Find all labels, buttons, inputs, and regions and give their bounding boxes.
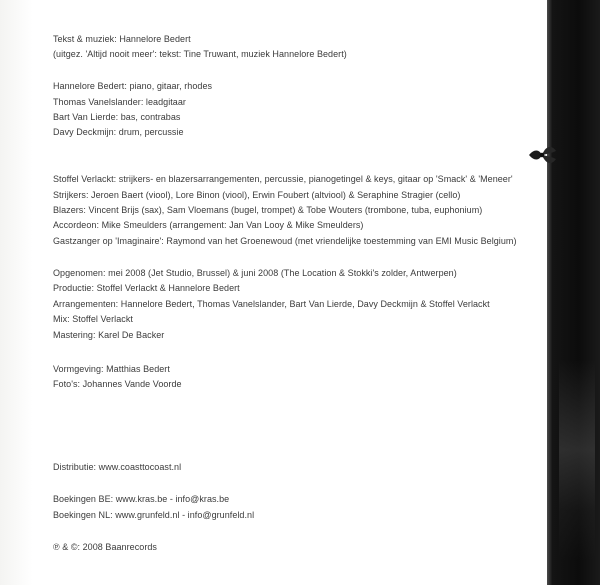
production-line: Productie: Stoffel Verlackt & Hannelore Bedert	[53, 283, 240, 293]
copyright-line: ℗ & ©: 2008 Baanrecords	[53, 542, 157, 552]
credit-line: (uitgez. 'Altijd nooit meer': tekst: Tine Truwant, muziek Hannelore Bedert)	[53, 49, 347, 59]
guest-musician-line: Stoffel Verlackt: strijkers- en blazersarrangementen, percussie, pianogetingel & keys, gitaar op 'Smack' & 'Meneer'	[53, 174, 513, 184]
guest-musician-line: Accordeon: Mike Smeulders (arrangement: Jan Van Looy & Mike Smeulders)	[53, 220, 364, 230]
credit-line: Tekst & muziek: Hannelore Bedert	[53, 34, 191, 44]
distribution-line: Distributie: www.coasttocoast.nl	[53, 462, 182, 472]
production-line: Arrangementen: Hannelore Bedert, Thomas Vanelslander, Bart Van Lierde, Davy Deckmijn & Stoffel Verlackt	[53, 299, 490, 309]
design-line: Foto's: Johannes Vande Voorde	[53, 379, 182, 389]
production-line: Opgenomen: mei 2008 (Jet Studio, Brussel) & juni 2008 (The Location & Stokki's zolder, Antwerpen)	[53, 268, 457, 278]
booking-line: Boekingen BE: www.kras.be - info@kras.be	[53, 494, 230, 504]
guest-musician-line: Strijkers: Jeroen Baert (viool), Lore Binon (viool), Erwin Foubert (altviool) & Seraphine Stragier (cello)	[53, 190, 461, 200]
guest-musician-line: Gastzanger op 'Imaginaire': Raymond van het Groenewoud (met vriendelijke toestemming van EMI Music Belgium)	[53, 236, 517, 246]
guest-musician-line: Blazers: Vincent Brijs (sax), Sam Vloemans (bugel, trompet) & Tobe Wouters (trombone, tuba, euphonium)	[53, 205, 483, 215]
fleuron-ornament-icon	[527, 141, 557, 169]
band-member-line: Davy Deckmijn: drum, percussie	[53, 127, 184, 137]
production-line: Mix: Stoffel Verlackt	[53, 314, 133, 324]
band-member-line: Bart Van Lierde: bas, contrabas	[53, 112, 181, 122]
booklet-spine	[547, 0, 600, 585]
band-member-line: Hannelore Bedert: piano, gitaar, rhodes	[53, 81, 213, 91]
band-member-line: Thomas Vanelslander: leadgitaar	[53, 97, 186, 107]
design-line: Vormgeving: Matthias Bedert	[53, 364, 170, 374]
booking-line: Boekingen NL: www.grunfeld.nl - info@grunfeld.nl	[53, 510, 255, 520]
production-line: Mastering: Karel De Backer	[53, 330, 165, 340]
